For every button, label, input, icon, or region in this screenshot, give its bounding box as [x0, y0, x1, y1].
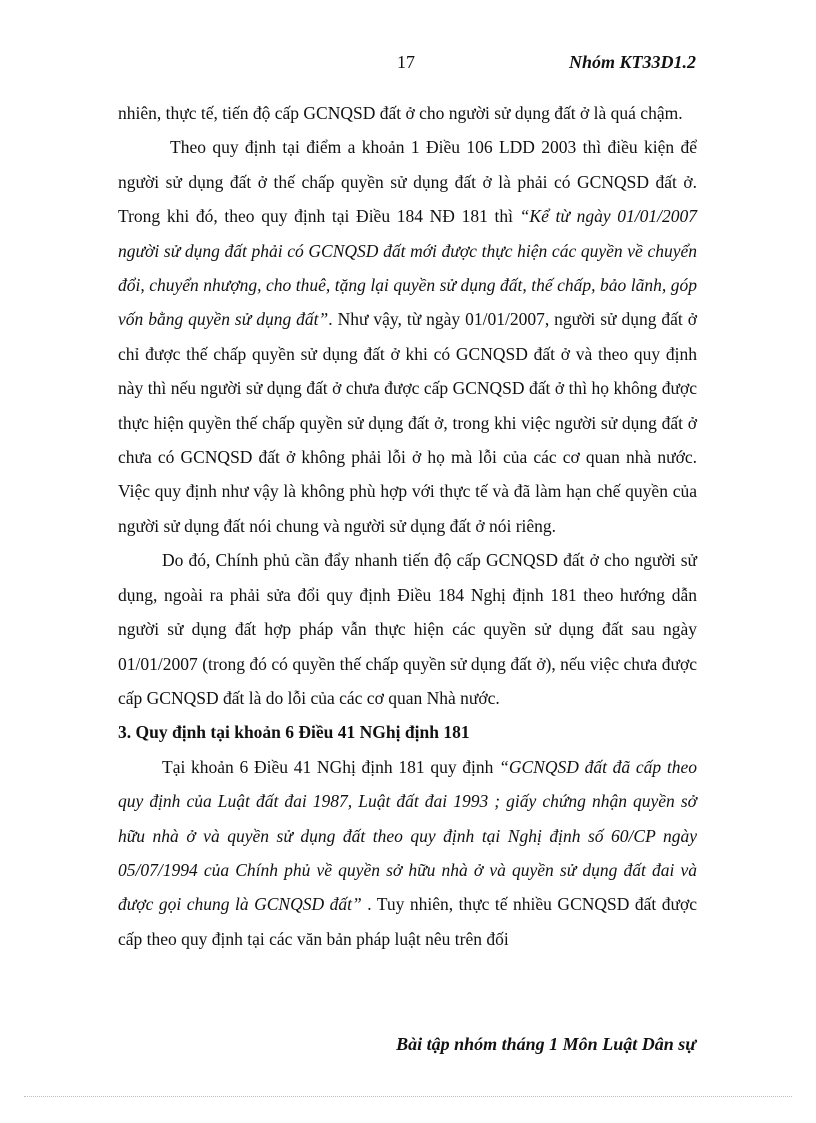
page-footer: Bài tập nhóm tháng 1 Môn Luật Dân sự	[396, 1034, 696, 1054]
paragraph-text: Theo quy định tại điểm a khoản 1 Điều 106 LDD 2003 thì điều kiện để người sử dụng đất ở thế chấp quyền sử dụng đất ở là phải có GCNQSD đất ở. Trong khi đó, theo quy định tại Điều 184 NĐ 181 thì	[118, 137, 697, 227]
page-bottom-divider	[24, 1096, 792, 1097]
legal-quote: “Kể từ ngày 01/01/2007 người sử dụng đất phải có GCNQSD đất mới được thực hiện các quyền về chuyển đổi, chuyển nhượng, cho thuê, tặng lại quyền sử dụng đất, thế chấp, bảo lãnh, góp vốn bằng quyền sử dụng đất”	[118, 206, 697, 330]
paragraph-article-41	[118, 750, 697, 956]
paragraph-recommendation	[118, 543, 697, 715]
legal-quote: “GCNQSD đất đã cấp theo quy định của Luật đất đai 1987, Luật đất đai 1993 ; giấy chứng nhận quyền sở hữu nhà ở và quyền sử dụng đất theo quy định tại Nghị định số 60/CP ngày 05/07/1994 của Chính phủ về quyền sở hữu nhà ở và quyền sử dụng đất đai và được gọi chung là GCNQSD đất”	[118, 756, 698, 915]
paragraph-text: . Như vậy, từ ngày 01/01/2007, người sử dụng đất ở chỉ được thế chấp quyền sử dụng đất ở khi có GCNQSD đất ở và theo quy định này thì nếu người sử dụng đất ở chưa được cấp GCNQSD đất ở thì họ không được thực hiện quyền thế chấp quyền sử dụng đất ở, trong khi việc người sử dụng đất ở chưa có GCNQSD đất ở không phải lỗi ở họ mà lỗi của các cơ quan nhà nước. Việc quy định như vậy là không phù hợp với thực tế và đã làm hạn chế quyền của người sử dụng đất nói chung và người sử dụng đất ở nói riêng.	[118, 309, 697, 536]
paragraph-mortgage-condition	[118, 130, 697, 543]
paragraph-text: Do đó, Chính phủ cần đẩy nhanh tiến độ cấp GCNQSD đất ở cho người sử dụng, ngoài ra phải sửa đổi quy định Điều 184 Nghị định 181 theo hướng dẫn người sử dụng đất hợp pháp vẫn thực hiện các quyền sử dụng đất sau ngày 01/01/2007 (trong đó có quyền thế chấp quyền sử dụng đất ở), nếu việc chưa được cấp GCNQSD đất là do lỗi của các cơ quan Nhà nước.	[118, 550, 697, 708]
section-heading: 3. Quy định tại khoản 6 Điều 41 NGhị định 181	[118, 722, 470, 743]
paragraph-text: nhiên, thực tế, tiến độ cấp GCNQSD đất ở cho người sử dụng đất ở là quá chậm.	[118, 103, 683, 123]
page-header	[0, 52, 816, 78]
paragraph-continuation	[118, 96, 697, 130]
paragraph-text: Tại khoản 6 Điều 41 NGhị định 181 quy định	[162, 756, 500, 777]
paragraph-text: . Tuy nhiên, thực tế nhiều GCNQSD đất được cấp theo quy định tại các văn bản pháp luật nêu trên đối	[118, 894, 698, 949]
group-name: Nhóm KT33D1.2	[568, 52, 696, 72]
page-number: 17	[397, 52, 415, 72]
document-body	[118, 96, 697, 956]
